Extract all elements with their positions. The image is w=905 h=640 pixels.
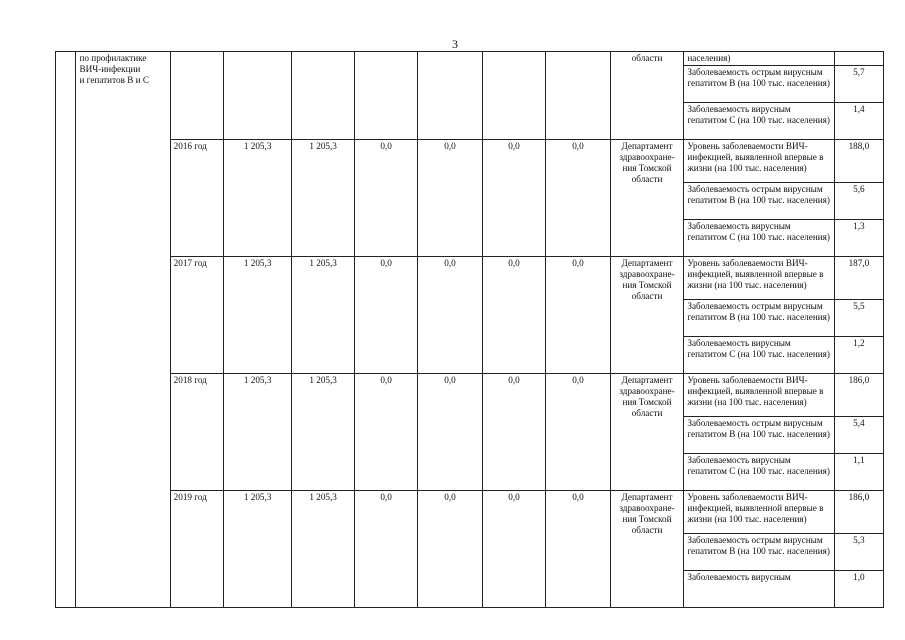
amount-cell <box>418 52 482 140</box>
indicator-value: 1,0 <box>834 571 883 608</box>
amount-cell: 0,0 <box>482 374 545 491</box>
indicator-value: 1,2 <box>834 337 883 374</box>
amount-cell: 1 205,3 <box>292 491 354 608</box>
indicator-cell: Уровень заболеваемости ВИЧ-инфекцией, выявленной впервые в жизни (на 100 тыс. населения) <box>684 491 834 534</box>
program-name-line: по профилактике <box>79 53 147 63</box>
amount-cell: 0,0 <box>418 257 482 374</box>
department-cell: Департамент здравоохране-ния Томской области <box>610 491 684 608</box>
amount-cell: 1 205,3 <box>223 374 292 491</box>
table-row <box>56 140 884 183</box>
indicator-value: 188,0 <box>834 140 883 183</box>
indicator-value: 187,0 <box>834 257 883 300</box>
indicator-cell: Заболеваемость вирусным гепатитом С (на 100 тыс. населения) <box>684 220 834 257</box>
amount-cell: 0,0 <box>546 140 610 257</box>
department-cell: Департамент здравоохране-ния Томской области <box>610 140 684 257</box>
program-table <box>55 51 884 608</box>
amount-cell <box>354 52 417 140</box>
indicator-cell: Заболеваемость острым вирусным гепатитом В (на 100 тыс. населения) <box>684 300 834 337</box>
indicator-value: 5,3 <box>834 534 883 571</box>
indicator-cell: Уровень заболеваемости ВИЧ-инфекцией, выявленной впервые в жизни (на 100 тыс. населения) <box>684 140 834 183</box>
amount-cell: 1 205,3 <box>292 140 354 257</box>
amount-cell: 0,0 <box>546 491 610 608</box>
amount-cell: 0,0 <box>482 257 545 374</box>
amount-cell <box>223 52 292 140</box>
table-row <box>56 374 884 417</box>
indicator-value: 5,6 <box>834 183 883 220</box>
amount-cell <box>546 52 610 140</box>
department-cell: области <box>610 52 684 140</box>
amount-cell: 1 205,3 <box>223 257 292 374</box>
amount-cell: 1 205,3 <box>292 257 354 374</box>
indicator-value: 5,5 <box>834 300 883 337</box>
program-name-line: и гепатитов В и С <box>79 75 149 85</box>
amount-cell: 1 205,3 <box>223 491 292 608</box>
indicator-value: 5,7 <box>834 66 883 103</box>
table-row <box>56 52 884 66</box>
indicator-value <box>834 52 883 66</box>
indicator-cell: Заболеваемость вирусным гепатитом С (на 100 тыс. населения) <box>684 454 834 491</box>
indicator-cell: населения) <box>684 52 834 66</box>
indicator-cell: Заболеваемость вирусным <box>684 571 834 608</box>
year-cell: 2019 год <box>170 491 223 608</box>
amount-cell: 0,0 <box>354 374 417 491</box>
indicator-cell: Уровень заболеваемости ВИЧ-инфекцией, выявленной впервые в жизни (на 100 тыс. населения) <box>684 374 834 417</box>
indicator-value: 1,1 <box>834 454 883 491</box>
amount-cell: 0,0 <box>354 491 417 608</box>
indicator-value: 1,3 <box>834 220 883 257</box>
year-cell <box>170 52 223 140</box>
program-name-line: ВИЧ-инфекции <box>79 64 141 74</box>
amount-cell: 0,0 <box>546 257 610 374</box>
amount-cell: 1 205,3 <box>223 140 292 257</box>
indicator-value: 186,0 <box>834 491 883 534</box>
amount-cell: 1 205,3 <box>292 374 354 491</box>
page-number: 3 <box>452 37 458 51</box>
indicator-cell: Уровень заболеваемости ВИЧ-инфекцией, выявленной впервые в жизни (на 100 тыс. населения) <box>684 257 834 300</box>
indicator-cell: Заболеваемость острым вирусным гепатитом В (на 100 тыс. населения) <box>684 66 834 103</box>
amount-cell: 0,0 <box>418 374 482 491</box>
amount-cell: 0,0 <box>354 257 417 374</box>
year-cell: 2017 год <box>170 257 223 374</box>
year-cell: 2018 год <box>170 374 223 491</box>
amount-cell: 0,0 <box>482 491 545 608</box>
indicator-cell: Заболеваемость острым вирусным гепатитом В (на 100 тыс. населения) <box>684 534 834 571</box>
indicator-cell: Заболеваемость острым вирусным гепатитом В (на 100 тыс. населения) <box>684 417 834 454</box>
amount-cell: 0,0 <box>418 491 482 608</box>
department-cell: Департамент здравоохране-ния Томской области <box>610 374 684 491</box>
number-cell <box>56 52 76 608</box>
indicator-value: 1,4 <box>834 103 883 140</box>
amount-cell: 0,0 <box>546 374 610 491</box>
amount-cell: 0,0 <box>354 140 417 257</box>
amount-cell: 0,0 <box>482 140 545 257</box>
department-cell: Департамент здравоохране-ния Томской области <box>610 257 684 374</box>
table-row <box>56 257 884 300</box>
indicator-value: 186,0 <box>834 374 883 417</box>
amount-cell <box>482 52 545 140</box>
amount-cell: 0,0 <box>418 140 482 257</box>
indicator-cell: Заболеваемость вирусным гепатитом С (на 100 тыс. населения) <box>684 337 834 374</box>
program-name-cell <box>76 52 170 608</box>
indicator-cell: Заболеваемость острым вирусным гепатитом В (на 100 тыс. населения) <box>684 183 834 220</box>
year-cell: 2016 год <box>170 140 223 257</box>
indicator-value: 5,4 <box>834 417 883 454</box>
indicator-cell: Заболеваемость вирусным гепатитом С (на 100 тыс. населения) <box>684 103 834 140</box>
amount-cell <box>292 52 354 140</box>
table-row <box>56 491 884 534</box>
